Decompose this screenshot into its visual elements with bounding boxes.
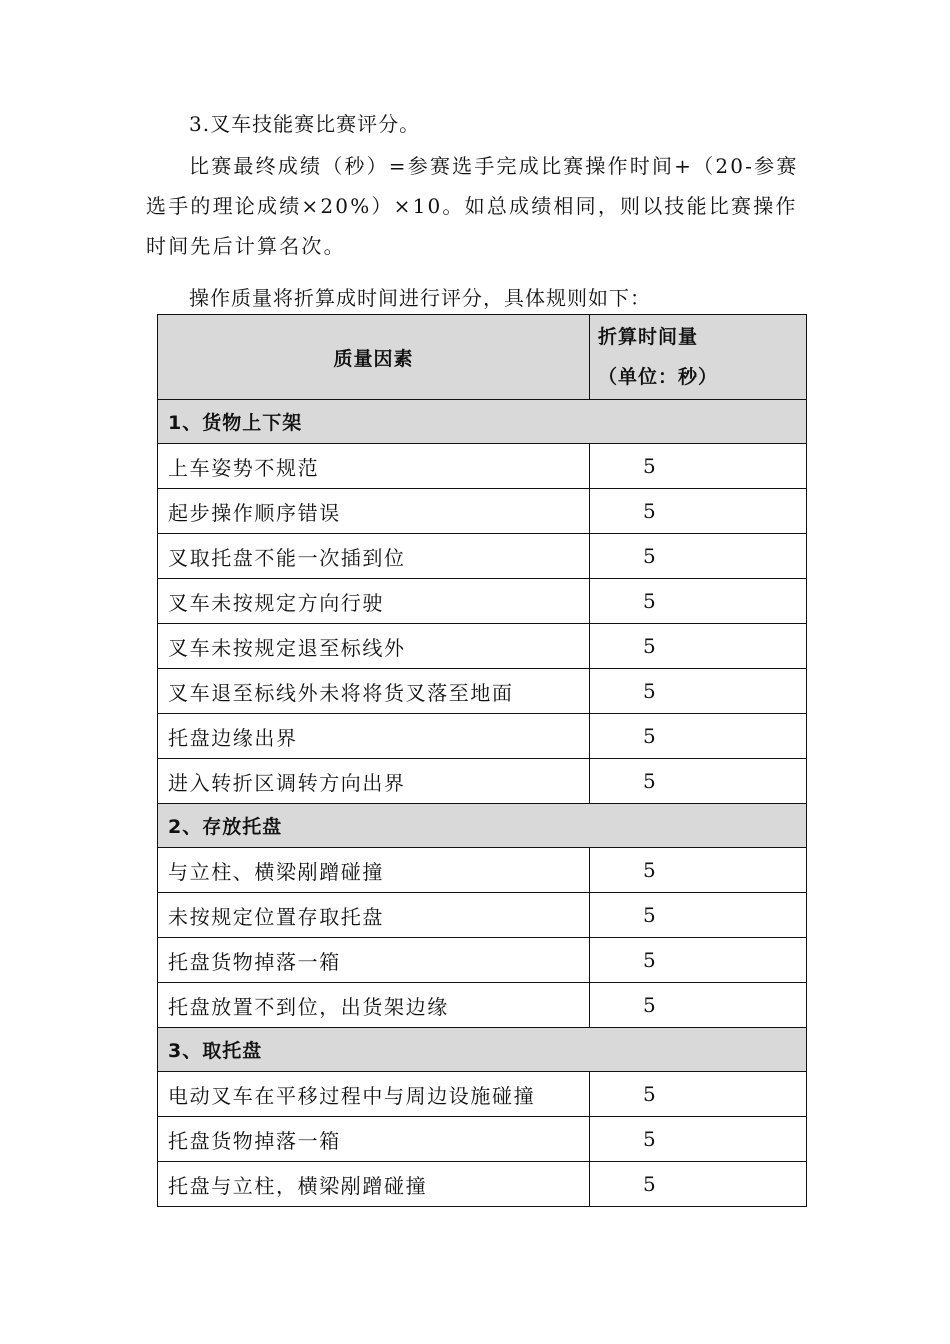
section-row <box>158 804 807 848</box>
quality-factor-cell: 叉车未按规定退至标线外 <box>158 624 590 669</box>
section-heading: 3.叉车技能赛比赛评分。 <box>189 112 421 136</box>
table-header-row <box>158 315 807 400</box>
table-row <box>158 489 807 534</box>
table-body <box>158 400 807 1207</box>
time-value-cell: 5 <box>590 893 807 938</box>
scoring-table <box>157 314 807 1207</box>
quality-factor-cell: 托盘与立柱，横梁剐蹭碰撞 <box>158 1162 590 1207</box>
table-row <box>158 938 807 983</box>
rule-intro-paragraph: 操作质量将折算成时间进行评分，具体规则如下： <box>189 286 651 310</box>
header-time-line1: 折算时间量 <box>598 326 699 348</box>
section-row <box>158 1028 807 1072</box>
time-value-cell: 5 <box>590 444 807 489</box>
table-row <box>158 579 807 624</box>
time-value-cell: 5 <box>590 489 807 534</box>
table-row <box>158 1162 807 1207</box>
table-row <box>158 983 807 1028</box>
score-formula-paragraph: 比赛最终成绩（秒）=参赛选手完成比赛操作时间+（20-参赛选手的理论成绩×20%）×10。如总成绩相同，则以技能比赛操作时间先后计算名次。 <box>146 154 799 258</box>
table-row <box>158 1117 807 1162</box>
table-row <box>158 893 807 938</box>
section-row <box>158 400 807 444</box>
table-row <box>158 669 807 714</box>
quality-factor-cell: 托盘边缘出界 <box>158 714 590 759</box>
time-value-cell: 5 <box>590 1072 807 1117</box>
table-row <box>158 759 807 804</box>
time-value-cell: 5 <box>590 938 807 983</box>
time-value-cell: 5 <box>590 534 807 579</box>
time-value-cell: 5 <box>590 669 807 714</box>
table-row <box>158 624 807 669</box>
quality-factor-cell: 上车姿势不规范 <box>158 444 590 489</box>
time-value-cell: 5 <box>590 1162 807 1207</box>
table-row <box>158 1072 807 1117</box>
section-title: 2、存放托盘 <box>158 804 807 848</box>
quality-factor-cell: 进入转折区调转方向出界 <box>158 759 590 804</box>
time-value-cell: 5 <box>590 848 807 893</box>
quality-factor-cell: 叉车未按规定方向行驶 <box>158 579 590 624</box>
time-value-cell: 5 <box>590 714 807 759</box>
section-title: 1、货物上下架 <box>158 400 807 444</box>
quality-factor-cell: 托盘货物掉落一箱 <box>158 1117 590 1162</box>
quality-factor-cell: 叉车退至标线外未将将货叉落至地面 <box>158 669 590 714</box>
table-row <box>158 714 807 759</box>
table-row <box>158 444 807 489</box>
quality-factor-cell: 与立柱、横梁剐蹭碰撞 <box>158 848 590 893</box>
quality-factor-cell: 托盘货物掉落一箱 <box>158 938 590 983</box>
time-value-cell: 5 <box>590 983 807 1028</box>
quality-factor-cell: 托盘放置不到位，出货架边缘 <box>158 983 590 1028</box>
table-row <box>158 534 807 579</box>
time-value-cell: 5 <box>590 624 807 669</box>
table-row <box>158 848 807 893</box>
quality-factor-cell: 起步操作顺序错误 <box>158 489 590 534</box>
quality-factor-cell: 叉取托盘不能一次插到位 <box>158 534 590 579</box>
time-value-cell: 5 <box>590 1117 807 1162</box>
header-time-line2: （单位：秒） <box>598 366 719 388</box>
time-value-cell: 5 <box>590 579 807 624</box>
quality-factor-cell: 电动叉车在平移过程中与周边设施碰撞 <box>158 1072 590 1117</box>
time-value-cell: 5 <box>590 759 807 804</box>
header-quality-factor: 质量因素 <box>158 315 590 400</box>
quality-factor-cell: 未按规定位置存取托盘 <box>158 893 590 938</box>
header-time-conversion <box>590 315 807 400</box>
section-title: 3、取托盘 <box>158 1028 807 1072</box>
